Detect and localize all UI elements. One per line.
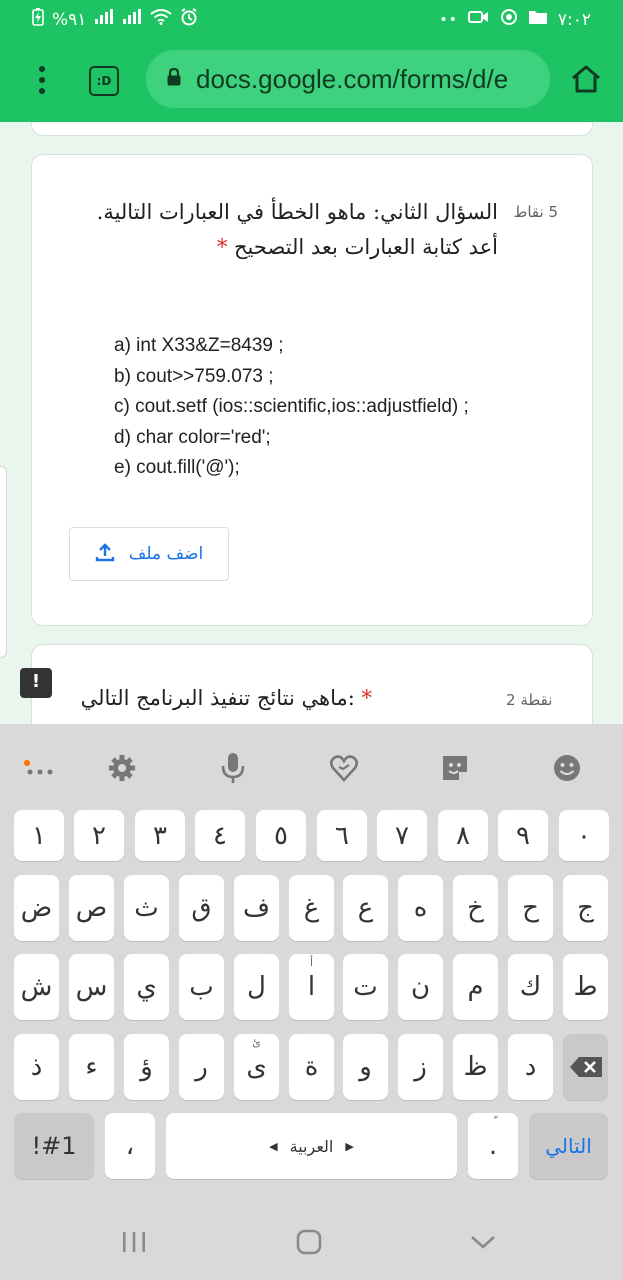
- key-teh[interactable]: ت: [343, 954, 388, 1020]
- key-teh-marbuta[interactable]: ة: [289, 1034, 334, 1100]
- question-code-image: [114, 331, 469, 484]
- question-points: نقطة 2: [506, 691, 553, 709]
- battery-charging-icon: [32, 8, 44, 31]
- browser-toolbar: [0, 38, 623, 122]
- tab-count: :D: [96, 74, 112, 88]
- home-icon[interactable]: [570, 64, 602, 98]
- side-edge-panel-handle[interactable]: [0, 466, 7, 658]
- key-sad[interactable]: ص: [69, 875, 114, 941]
- recent-apps-icon[interactable]: [114, 1224, 154, 1260]
- key-sheen[interactable]: ش: [14, 954, 59, 1020]
- code-line: d) char color='red';: [114, 426, 271, 448]
- status-right: [439, 8, 591, 31]
- clock-time: ٧:٠٢: [557, 9, 591, 30]
- key-hint: أ: [309, 956, 314, 969]
- key-jeem[interactable]: ج: [563, 875, 608, 941]
- key-3[interactable]: ٣: [135, 810, 185, 861]
- key-1[interactable]: ١: [14, 810, 64, 861]
- key-9[interactable]: ٩: [498, 810, 548, 861]
- key-4[interactable]: ٤: [195, 810, 245, 861]
- key-waw-hamza[interactable]: ؤ: [124, 1034, 169, 1100]
- key-feh[interactable]: ف: [234, 875, 279, 941]
- key-thal[interactable]: ذ: [14, 1034, 59, 1100]
- keyboard-toolbar: [0, 746, 623, 790]
- key-noon[interactable]: ن: [398, 954, 443, 1020]
- form-scroll-area[interactable]: [0, 122, 623, 724]
- keyboard: [0, 724, 623, 1204]
- key-reh[interactable]: ر: [179, 1034, 224, 1100]
- key-hint: ئ: [252, 1036, 261, 1049]
- key-zah[interactable]: ظ: [453, 1034, 498, 1100]
- sticker-icon[interactable]: [433, 746, 477, 790]
- key-theh[interactable]: ث: [124, 875, 169, 941]
- question-card-2: [31, 154, 593, 626]
- required-marker: *: [361, 686, 372, 710]
- key-dad[interactable]: ض: [14, 875, 59, 941]
- key-meem[interactable]: م: [453, 954, 498, 1020]
- signal-icon: [94, 9, 114, 30]
- required-marker: *: [216, 235, 228, 259]
- tab-switcher-button[interactable]: [89, 66, 119, 96]
- key-7[interactable]: ٧: [377, 810, 427, 861]
- symbols-key[interactable]: !#1: [14, 1113, 94, 1179]
- key-dal[interactable]: د: [508, 1034, 553, 1100]
- more-dots-icon: ••: [439, 11, 458, 28]
- key-kaf[interactable]: ك: [508, 954, 553, 1020]
- key-seen[interactable]: س: [69, 954, 114, 1020]
- signal-icon-2: [122, 9, 142, 30]
- space-key[interactable]: [166, 1113, 457, 1179]
- status-left: [32, 8, 198, 31]
- key-heh[interactable]: ه: [398, 875, 443, 941]
- back-chevron-down-icon[interactable]: [463, 1224, 503, 1260]
- wifi-icon: [150, 9, 172, 30]
- home-nav-icon[interactable]: [289, 1224, 329, 1260]
- alarm-icon: [180, 8, 198, 31]
- key-0[interactable]: ٠: [559, 810, 609, 861]
- key-6[interactable]: ٦: [317, 810, 367, 861]
- key-label: .: [488, 1131, 498, 1161]
- key-zain[interactable]: ز: [398, 1034, 443, 1100]
- question-title: [68, 195, 498, 265]
- key-khah[interactable]: خ: [453, 875, 498, 941]
- key-waw[interactable]: و: [343, 1034, 388, 1100]
- url-text[interactable]: docs.google.com/forms/d/e: [196, 63, 509, 94]
- question-points: 5 نقاط: [513, 203, 558, 221]
- upload-icon: [95, 542, 115, 567]
- key-tah[interactable]: ط: [563, 954, 608, 1020]
- key-lam[interactable]: ل: [234, 954, 279, 1020]
- question-card-3: [31, 644, 593, 724]
- key-yeh[interactable]: ي: [124, 954, 169, 1020]
- period-key[interactable]: [468, 1113, 518, 1179]
- code-line: a) int X33&Z=8439 ;: [114, 335, 284, 356]
- menu-kebab-icon[interactable]: [28, 62, 56, 98]
- comma-key[interactable]: ،: [105, 1113, 155, 1179]
- status-bar: [0, 0, 623, 38]
- key-ain[interactable]: ع: [343, 875, 388, 941]
- arrow-left-icon: ◀: [269, 1139, 278, 1153]
- previous-question-card: [31, 122, 593, 136]
- key-alef-maksura[interactable]: [234, 1034, 279, 1100]
- key-5[interactable]: ٥: [256, 810, 306, 861]
- address-bar[interactable]: [146, 50, 550, 108]
- settings-gear-icon[interactable]: [100, 746, 144, 790]
- backspace-key[interactable]: [563, 1034, 608, 1100]
- video-icon: [468, 9, 490, 30]
- feedback-icon[interactable]: !: [20, 668, 52, 698]
- system-navigation-bar: [0, 1204, 623, 1280]
- code-line: c) cout.setf (ios::scientific,ios::adjustfield) ;: [114, 396, 469, 417]
- key-2[interactable]: ٢: [74, 810, 124, 861]
- key-qaf[interactable]: ق: [179, 875, 224, 941]
- arrow-right-icon: ▶: [345, 1139, 354, 1153]
- backspace-icon: [569, 1056, 603, 1078]
- microphone-icon[interactable]: [211, 746, 255, 790]
- key-ghain[interactable]: غ: [289, 875, 334, 941]
- code-line: e) cout.fill('@');: [114, 457, 240, 478]
- next-key[interactable]: التالي: [529, 1113, 608, 1179]
- folder-icon: [528, 9, 548, 30]
- emoji-icon[interactable]: [545, 746, 589, 790]
- bitmoji-heart-icon[interactable]: [322, 746, 366, 790]
- battery-level: %٩١: [52, 9, 87, 30]
- question-title-text: السؤال الثاني: ماهو الخطأ في العبارات التالية. أعد كتابة العبارات بعد التصحيح: [96, 200, 498, 259]
- more-options-icon[interactable]: [18, 746, 62, 790]
- add-file-label: اضف ملف: [128, 544, 204, 564]
- data-saver-icon: [500, 8, 518, 31]
- key-hint: [468, 1115, 518, 1128]
- key-label: ى: [246, 1052, 267, 1082]
- key-beh[interactable]: ب: [179, 954, 224, 1020]
- lock-icon: [166, 67, 182, 91]
- code-line: b) cout>>759.073 ;: [114, 365, 274, 387]
- question-title-text: :ماهي نتائج تنفيذ البرنامج التالي: [80, 686, 355, 710]
- key-alef[interactable]: [289, 954, 334, 1020]
- question-title: [81, 681, 372, 716]
- key-label: ا: [307, 972, 316, 1002]
- key-8[interactable]: ٨: [438, 810, 488, 861]
- space-label: العربية: [289, 1136, 334, 1156]
- key-hah[interactable]: ح: [508, 875, 553, 941]
- key-hamza[interactable]: ء: [69, 1034, 114, 1100]
- add-file-button[interactable]: [69, 527, 229, 581]
